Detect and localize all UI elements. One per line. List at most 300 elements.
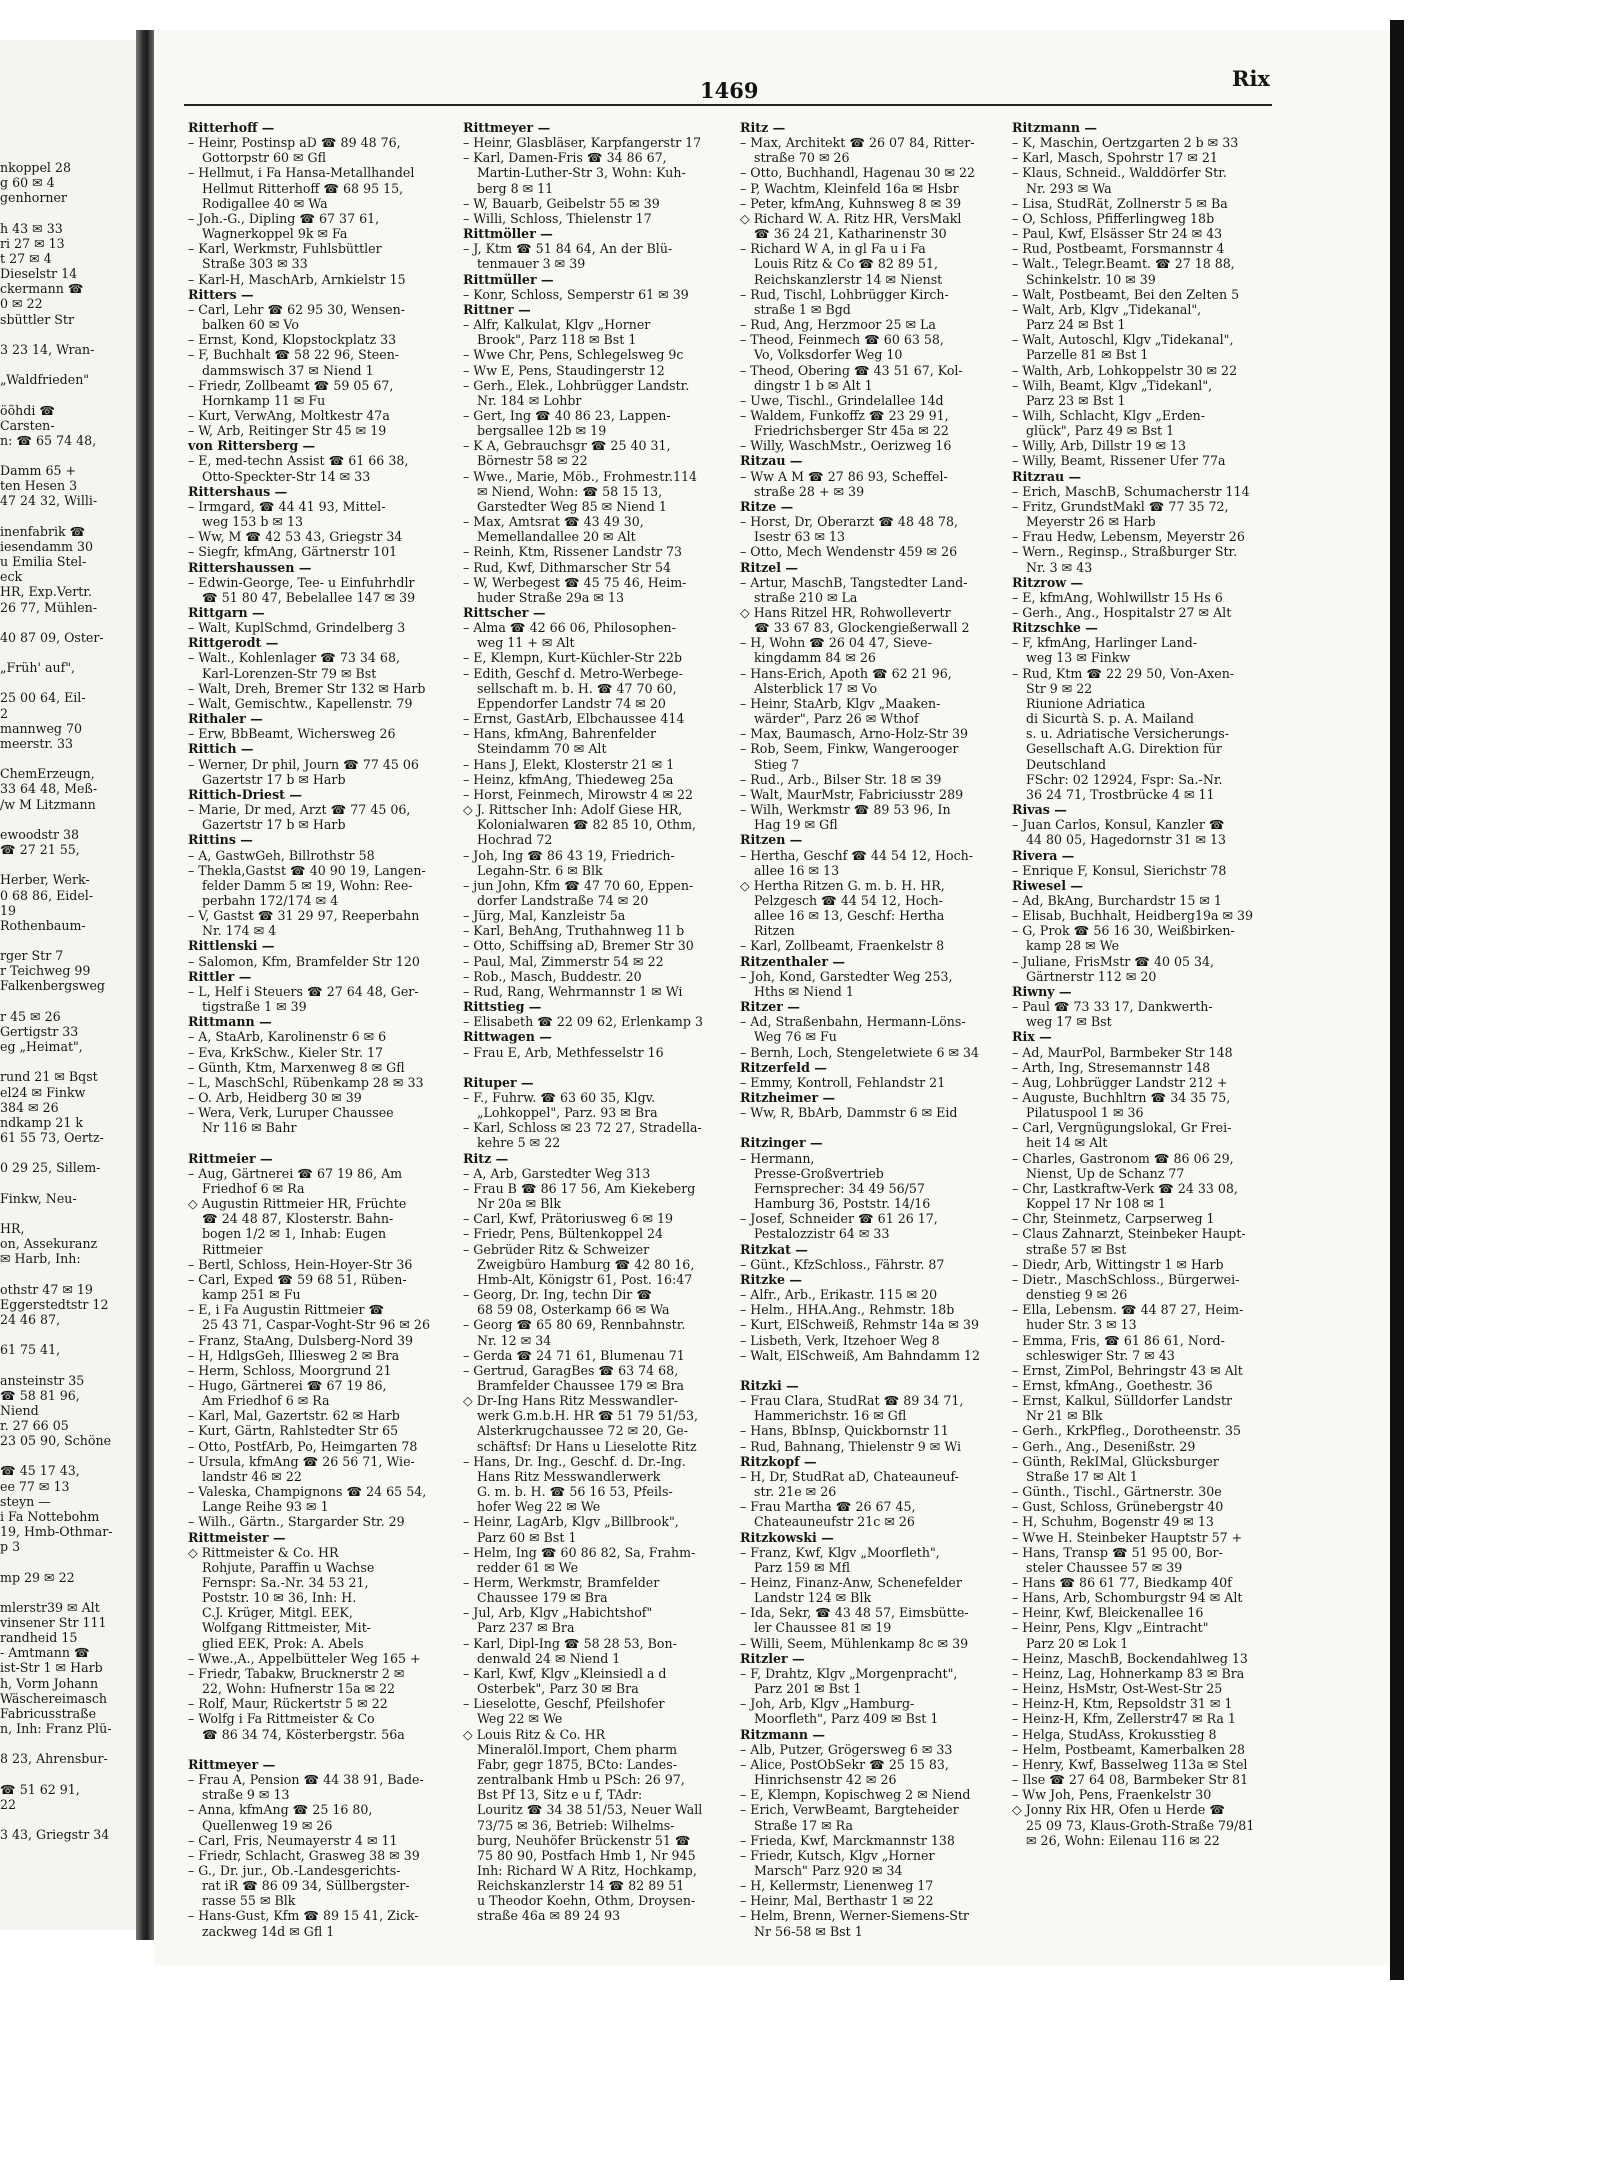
directory-entry-line: – Willy, Beamt, Rissener Ufer 77a — [1012, 453, 1226, 469]
directory-entry-line: – Max, Architekt ☎ 26 07 84, Ritter- — [740, 135, 975, 151]
directory-entry-line: – Max, Amtsrat ☎ 43 49 30, — [463, 514, 644, 530]
directory-entry-line: – Karl, Zollbeamt, Fraenkelstr 8 — [740, 938, 945, 954]
directory-entry-line: Alsterkrugchaussee 72 ✉ 20, Ge- — [477, 1423, 688, 1439]
directory-entry-line: – Georg ☎ 65 80 69, Rennbahnstr. — [463, 1317, 686, 1333]
directory-entry-line: – Walt, ElSchweiß, Am Bahndamm 12 — [740, 1347, 980, 1363]
directory-entry-line — [463, 1060, 728, 1075]
directory-entry-line: Reichskanzlerstr 14 ✉ Nienst — [754, 271, 943, 287]
directory-entry-line: Deutschland — [1026, 756, 1107, 772]
previous-page-line — [0, 994, 138, 1009]
previous-page-line — [0, 1054, 138, 1069]
directory-entry-line: Pelzgesch ☎ 44 54 12, Hoch- — [754, 892, 943, 908]
directory-entry-line: – Friedr, Kutsch, Klgv „Horner — [740, 1847, 935, 1863]
directory-entry-line: Hochrad 72 — [477, 832, 553, 848]
previous-page-line: h, Vorm Johann — [0, 1675, 99, 1691]
directory-entry-line: Rittershaus — — [188, 483, 288, 499]
directory-entry-line: – Wwe.,A., Appelbütteler Weg 165 + — [188, 1650, 421, 1666]
directory-entry-line: tenmauer 3 ✉ 39 — [477, 256, 586, 272]
previous-page-line: ansteinstr 35 — [0, 1372, 85, 1388]
directory-entry-line: Rittner — — [463, 301, 531, 317]
previous-page-line: r Teichweg 99 — [0, 963, 91, 979]
directory-entry-line: – Heinr, Mal, Berthastr 1 ✉ 22 — [740, 1893, 934, 1909]
directory-entry-line: – Walt, Arb, Klgv „Tidekanal", — [1012, 301, 1202, 317]
directory-entry-line: Nr. 293 ✉ Wa — [1026, 180, 1112, 196]
previous-page-line: 61 75 41, — [0, 1342, 61, 1358]
directory-entry-line: Kolonialwaren ☎ 82 85 10, Othm, — [477, 817, 697, 833]
directory-entry-line: – Werner, Dr phil, Journ ☎ 77 45 06 — [188, 756, 419, 772]
directory-entry-line: Rittlenski — — [188, 938, 275, 954]
directory-entry-line: – Diedr, Arb, Wittingstr 1 ✉ Harb — [1012, 1256, 1224, 1272]
directory-entry-line: – Otto, Schiffsing aD, Bremer Str 30 — [463, 938, 694, 954]
directory-entry-line: Parz 237 ✉ Bra — [477, 1620, 575, 1636]
directory-entry-line: – Heinr, LagArb, Klgv „Billbrook", — [463, 1514, 679, 1530]
directory-entry-line: – Gebrüder Ritz & Schweizer — [463, 1241, 650, 1257]
directory-entry-line: 22, Wohn: Hufnerstr 15a ✉ 22 — [202, 1681, 396, 1697]
directory-entry-line: 73/75 ✉ 36, Betrieb: Wilhelms- — [477, 1817, 675, 1833]
directory-entry-line: – Edith, Geschf d. Metro-Werbege- — [463, 665, 683, 681]
directory-entry-line: Ritzel — — [740, 559, 798, 575]
directory-entry-line: – Waldem, Funkoffz ☎ 23 29 91, — [740, 407, 949, 423]
directory-entry-line: – W, Bauarb, Geibelstr 55 ✉ 39 — [463, 195, 660, 211]
directory-entry-line: Schinkelstr. 10 ✉ 39 — [1026, 271, 1156, 287]
directory-entry-line: Pilatuspool 1 ✉ 36 — [1026, 1105, 1144, 1121]
directory-entry-line: – Alfr, Kalkulat, Klgv „Horner — [463, 317, 651, 333]
directory-entry-line: – Heinz, Finanz-Anw, Schenefelder — [740, 1575, 962, 1590]
directory-entry-line: Garstedter Weg 85 ✉ Niend 1 — [477, 498, 667, 514]
directory-entry-line: – Eva, KrkSchw., Kieler Str. 17 — [188, 1044, 384, 1060]
directory-entry-line: – Auguste, Buchhltrn ☎ 34 35 75, — [1012, 1090, 1231, 1105]
directory-entry-line: Nr. 184 ✉ Lohbr — [477, 392, 582, 408]
directory-entry-line: Parz 23 ✉ Bst 1 — [1026, 392, 1126, 408]
directory-entry-line: – Heinr, Postinsp aD ☎ 89 48 76, — [188, 135, 401, 151]
directory-entry-line: Rivas — — [1012, 802, 1067, 818]
previous-page-line: on, Assekuranz — [0, 1236, 98, 1252]
directory-entry-line: – Dietr., MaschSchloss., Bürgerwei- — [1012, 1271, 1240, 1287]
book-spine-fold — [136, 30, 154, 1940]
directory-entry-line: Steindamm 70 ✉ Alt — [477, 741, 607, 757]
directory-entry-line: ◇ Louis Ritz & Co. HR — [463, 1726, 606, 1742]
directory-entry-line: – Kurt, ElSchweiß, Rehmstr 14a ✉ 39 — [740, 1317, 979, 1333]
previous-page-line: ewoodstr 38 — [0, 826, 80, 842]
previous-page-line: 25 00 64, Eil- — [0, 690, 86, 706]
directory-entry-line: Hag 19 ✉ Gfl — [754, 817, 838, 833]
directory-entry-line: – Wwe., Marie, Möb., Frohmestr.114 — [463, 468, 697, 484]
directory-entry-line: – H, Dr, StudRat aD, Chateauneuf- — [740, 1468, 959, 1484]
directory-entry-line: – Helm., HHA.Ang., Rehmstr. 18b — [740, 1302, 955, 1318]
directory-entry-line: Gottorpstr 60 ✉ Gfl — [202, 150, 327, 166]
directory-entry-line: Friedrichsberger Str 45a ✉ 22 — [754, 423, 949, 439]
directory-entry-line: ☎ 24 48 87, Klosterstr. Bahn- — [202, 1211, 394, 1227]
directory-entry-line: – Lieselotte, Geschf, Pfeilshofer — [463, 1696, 665, 1712]
directory-entry-line: – Henry, Kwf, Basselweg 113a ✉ Stel — [1012, 1756, 1248, 1772]
directory-entry-line: – Hans J, Elekt, Klosterstr 21 ✉ 1 — [463, 756, 675, 772]
previous-page-text — [0, 160, 138, 1842]
directory-entry-line: – Willi, Schloss, Thielenstr 17 — [463, 210, 652, 226]
directory-column-1 — [188, 120, 453, 1939]
previous-page-line: n: ☎ 65 74 48, — [0, 432, 97, 448]
previous-page-line: Rothenbaum- — [0, 917, 86, 933]
directory-entry-line: ◇ Dr-Ing Hans Ritz Messwandler- — [463, 1393, 678, 1409]
directory-entry-line: zackweg 14d ✉ Gfl 1 — [202, 1923, 335, 1939]
directory-entry-line: Nr. 174 ✉ 4 — [202, 923, 277, 939]
directory-entry-line: – Horst, Feinmech, Mirowstr 4 ✉ 22 — [463, 786, 694, 802]
directory-entry-line: Hmb-Alt, Königstr 61, Post. 16:47 — [477, 1271, 693, 1287]
previous-page-line: HR, — [0, 1220, 25, 1236]
previous-page-line: 8 23, Ahrensbur- — [0, 1751, 108, 1767]
directory-entry-line: Pestalozzistr 64 ✉ 33 — [754, 1226, 890, 1242]
directory-entry-line: – Helm, Postbeamt, Kamerbalken 28 — [1012, 1741, 1245, 1757]
directory-entry-line: wärder", Parz 26 ✉ Wthof — [754, 711, 919, 727]
directory-entry-line: – Salomon, Kfm, Bramfelder Str 120 — [188, 953, 420, 969]
directory-entry-line: – Karl, Kwf, Klgv „Kleinsiedl a d — [463, 1665, 667, 1681]
directory-entry-line: – Aug, Lohbrügger Landstr 212 + — [1012, 1074, 1228, 1090]
directory-entry-line: Ritzkowski — — [740, 1529, 834, 1545]
directory-entry-line: Weg 22 ✉ We — [477, 1711, 563, 1727]
directory-entry-line: – Erw, BbBeamt, Wichersweg 26 — [188, 726, 396, 742]
directory-entry-line: – Anna, kfmAng ☎ 25 16 80, — [188, 1802, 373, 1818]
directory-entry-line: – Hans, Arb, Schomburgstr 94 ✉ Alt — [1012, 1590, 1243, 1606]
directory-entry-line: – Gerh., KrkPfleg., Dorotheenstr. 35 — [1012, 1423, 1242, 1439]
previous-page-line: eck — [0, 569, 23, 585]
directory-entry-line: – F, Buchhalt ☎ 58 22 96, Steen- — [188, 347, 400, 363]
directory-entry-line: 44 80 05, Hagedornstr 31 ✉ 13 — [1026, 832, 1227, 848]
directory-entry-line: – V, Gastst ☎ 31 29 97, Reeperbahn — [188, 908, 420, 924]
directory-entry-line: ☎ 36 24 21, Katharinenstr 30 — [754, 226, 947, 242]
directory-entry-line: – Rob., Masch, Buddestr. 20 — [463, 968, 642, 984]
previous-page-line: eg „Heimat", — [0, 1039, 83, 1055]
directory-entry-line: Am Friedhof 6 ✉ Ra — [202, 1393, 330, 1409]
directory-entry-line: – Friedr, Pens, Bültenkoppel 24 — [463, 1226, 664, 1242]
directory-entry-line: Louis Ritz & Co ☎ 82 89 51, — [754, 256, 938, 272]
directory-entry-line: Vo, Volksdorfer Weg 10 — [754, 347, 903, 363]
directory-entry-line: – Peter, kfmAng, Kuhnsweg 8 ✉ 39 — [740, 195, 962, 211]
previous-page-line: Damm 65 + — [0, 463, 77, 479]
previous-page-line: mannweg 70 — [0, 720, 82, 736]
directory-entry-line: straße 28 + ✉ 39 — [754, 483, 865, 499]
previous-page-line: /w M Litzmann — [0, 796, 96, 812]
directory-entry-line: – K A, Gebrauchsgr ☎ 25 40 31, — [463, 438, 671, 454]
directory-entry-line: Rodigallee 40 ✉ Wa — [202, 195, 328, 211]
previous-page-line: inenfabrik ☎ — [0, 523, 86, 539]
directory-entry-line: Karl-Lorenzen-Str 79 ✉ Bst — [202, 665, 377, 681]
directory-entry-line: Ritzrow — — [1012, 574, 1084, 590]
directory-entry-line: – Josef, Schneider ☎ 61 26 17, — [740, 1211, 938, 1227]
directory-entry-line: – Hans, Dr. Ing., Geschf. d. Dr.-Ing. — [463, 1453, 686, 1469]
directory-entry-line: – Paul, Mal, Zimmerstr 54 ✉ 22 — [463, 953, 664, 969]
previous-page-line — [0, 1554, 138, 1569]
previous-page-line: HR, Exp.Vertr. — [0, 584, 92, 600]
previous-page-line — [0, 357, 138, 372]
directory-entry-line: Stieg 7 — [754, 756, 800, 772]
directory-entry-line: Ritzenthaler — — [740, 953, 845, 969]
directory-entry-line: Fabr, gegr 1875, BCto: Landes- — [477, 1756, 677, 1772]
directory-entry-line: Memellandallee 20 ✉ Alt — [477, 529, 636, 545]
directory-entry-line: Brook", Parz 118 ✉ Bst 1 — [477, 332, 637, 348]
directory-entry-line: Straße 17 ✉ Ra — [754, 1817, 853, 1833]
directory-entry-line: – F, kfmAng, Harlinger Land- — [1012, 635, 1198, 651]
directory-entry-line: – Paul ☎ 73 33 17, Dankwerth- — [1012, 999, 1213, 1015]
previous-page-line: Dieselstr 14 — [0, 266, 78, 282]
directory-entry-line: – O, Schloss, Pfifferlingweg 18b — [1012, 210, 1215, 226]
previous-page-strip — [0, 40, 138, 1930]
directory-entry-line: – Walt, Gemischtw., Kapellenstr. 79 — [188, 695, 413, 711]
directory-entry-line: – Frau A, Pension ☎ 44 38 91, Bade- — [188, 1772, 424, 1788]
previous-page-line: Wäschereimasch — [0, 1690, 108, 1706]
directory-entry-line: Rittmüller — — [463, 271, 554, 287]
directory-entry-line: – Siegfr, kfmAng, Gärtnerstr 101 — [188, 544, 398, 560]
directory-entry-line: Ritzschke — — [1012, 620, 1098, 636]
previous-page-line — [0, 1767, 138, 1782]
directory-entry-line: straße 210 ✉ La — [754, 589, 858, 605]
directory-entry-line: Rittwagen — — [463, 1029, 552, 1045]
previous-page-line: Gertigstr 33 — [0, 1023, 79, 1039]
directory-entry-line: Friedhof 6 ✉ Ra — [202, 1180, 305, 1196]
directory-entry-line: – Frau Martha ☎ 26 67 45, — [740, 1499, 916, 1515]
directory-entry-line: Rittmeier — — [188, 1150, 273, 1166]
directory-entry-line: 68 59 08, Osterkamp 66 ✉ Wa — [477, 1302, 670, 1318]
directory-entry-line: hofer Weg 22 ✉ We — [477, 1499, 601, 1515]
directory-entry-line: Nr. 3 ✉ 43 — [1026, 559, 1093, 575]
directory-entry-line: Parz 159 ✉ Mfl — [754, 1559, 850, 1575]
previous-page-line: t 27 ✉ 4 — [0, 250, 52, 266]
previous-page-line: Eggerstedtstr 12 — [0, 1296, 109, 1312]
directory-entry-line: – Walt, KuplSchmd, Grindelberg 3 — [188, 620, 406, 636]
previous-page-line: 19 — [0, 902, 17, 918]
directory-entry-line: – Gerh., Ang., Desenißstr. 29 — [1012, 1438, 1196, 1454]
directory-entry-line: – Chr, Lastkraftw-Verk ☎ 24 33 08, — [1012, 1180, 1238, 1196]
directory-entry-line: schäftsf: Dr Hans u Lieselotte Ritz — [477, 1438, 697, 1454]
directory-entry-line: Rithaler — — [188, 711, 263, 727]
directory-entry-line: Riwesel — — [1012, 877, 1083, 893]
directory-entry-line: Otto-Speckter-Str 14 ✉ 33 — [202, 468, 371, 484]
directory-entry-line: – Walt, MaurMstr, Fabriciusstr 289 — [740, 786, 964, 802]
directory-entry-line: – Gerh., Ang., Hospitalstr 27 ✉ Alt — [1012, 605, 1232, 620]
directory-entry-line: – Helm, Brenn, Werner-Siemens-Str — [740, 1908, 969, 1924]
directory-entry-line: straße 46a ✉ 89 24 93 — [477, 1908, 621, 1924]
directory-entry-line: – Aug, Gärtnerei ☎ 67 19 86, Am — [188, 1165, 403, 1181]
directory-entry-line: – Karl-H, MaschArb, Arnkielstr 15 — [188, 271, 406, 287]
previous-page-line — [0, 509, 138, 524]
directory-entry-line: – Walt., Telegr.Beamt. ☎ 27 18 88, — [1012, 256, 1235, 272]
previous-page-line: 0 29 25, Sillem- — [0, 1160, 101, 1176]
directory-entry-line: – Rud, Ang, Herzmoor 25 ✉ La — [740, 317, 936, 333]
previous-page-line — [0, 1812, 138, 1827]
directory-entry-line: bogen 1/2 ✉ 1, Inhab: Eugen — [202, 1226, 387, 1242]
previous-page-line: sbüttler Str — [0, 311, 74, 327]
directory-entry-line — [188, 1742, 453, 1757]
previous-page-line: Falkenbergsweg — [0, 978, 105, 994]
directory-entry-line: – Joh, Ing ☎ 86 43 19, Friedrich- — [463, 847, 675, 863]
directory-entry-line: – Wwe Chr, Pens, Schlegelsweg 9c — [463, 347, 684, 363]
directory-entry-line: allee 16 ✉ 13, Geschf: Hertha — [754, 908, 945, 924]
directory-entry-line: Bst Pf 13, Sitz e u f, TAdr: — [477, 1787, 643, 1803]
directory-entry-line: – Karl, Dipl-Ing ☎ 58 28 53, Bon- — [463, 1635, 677, 1651]
directory-entry-line: Nienst, Up de Schanz 77 — [1026, 1165, 1185, 1181]
directory-entry-line: 25 43 71, Caspar-Voght-Str 96 ✉ 26 — [202, 1317, 430, 1333]
directory-entry-line: u Theodor Koehn, Othm, Droysen- — [477, 1893, 696, 1909]
directory-entry-line: 75 80 90, Postfach Hmb 1, Nr 945 — [477, 1847, 696, 1863]
directory-entry-line: – Heinz, Lag, Hohnerkamp 83 ✉ Bra — [1012, 1665, 1245, 1681]
directory-entry-line: – Thekla,Gastst ☎ 40 90 19, Langen- — [188, 862, 426, 878]
directory-entry-line: – Wolfg i Fa Rittmeister & Co — [188, 1711, 375, 1727]
directory-entry-line: Ritz — — [463, 1150, 509, 1166]
directory-entry-line: – Franz, Kwf, Klgv „Moorfleth", — [740, 1544, 940, 1560]
directory-entry-line: – Herm, Werkmstr, Bramfelder — [463, 1575, 660, 1590]
directory-entry-line: Zweigbüro Hamburg ☎ 42 80 16, — [477, 1256, 695, 1272]
directory-entry-line: – Richard W A, in gl Fa u i Fa — [740, 241, 926, 257]
directory-entry-line: kamp 251 ✉ Fu — [202, 1287, 301, 1303]
directory-entry-line: – Heinz, HsMstr, Ost-West-Str 25 — [1012, 1681, 1223, 1697]
directory-entry-line: – Franz, StaAng, Dulsberg-Nord 39 — [188, 1332, 414, 1348]
directory-entry-line: Riwny — — [1012, 983, 1072, 999]
directory-entry-line: – Kurt, Gärtn, Rahlstedter Str 65 — [188, 1423, 399, 1439]
directory-entry-line: – W, Arb, Reitinger Str 45 ✉ 19 — [188, 423, 387, 439]
directory-entry-line: Chateauneufstr 21c ✉ 26 — [754, 1514, 915, 1530]
directory-entry-line: Gesellschaft A.G. Direktion für — [1026, 741, 1222, 757]
previous-page-line: 2 — [0, 705, 9, 721]
directory-entry-line: – Wilh, Beamt, Klgv „Tidekanl", — [1012, 377, 1213, 393]
directory-entry-line: – Frau Hedw, Lebensm, Meyerstr 26 — [1012, 529, 1245, 545]
directory-entry-line: – P, Wachtm, Kleinfeld 16a ✉ Hsbr — [740, 180, 959, 196]
directory-entry-line: – Heinz-H, Ktm, Repsoldstr 31 ✉ 1 — [1012, 1696, 1233, 1712]
directory-entry-line: Ritterhoff — — [188, 120, 275, 135]
directory-entry-line: Meyerstr 26 ✉ Harb — [1026, 514, 1156, 530]
directory-entry-line: Moorfleth", Parz 409 ✉ Bst 1 — [754, 1711, 939, 1727]
previous-page-line: 61 55 73, Oertz- — [0, 1130, 104, 1145]
directory-entry-line: – Theod, Feinmech ☎ 60 63 58, — [740, 332, 944, 348]
directory-entry-line: – Heinr, StaArb, Klgv „Maaken- — [740, 695, 941, 711]
directory-entry-line: – Karl, Schloss ✉ 23 72 27, Stradella- — [463, 1120, 702, 1136]
previous-page-line: ☎ 45 17 43, — [0, 1463, 80, 1479]
directory-entry-line: – Ad, BkAng, Burchardstr 15 ✉ 1 — [1012, 892, 1222, 908]
directory-entry-line: – Joh, Arb, Klgv „Hamburg- — [740, 1696, 915, 1712]
previous-page-line: meerstr. 33 — [0, 735, 74, 751]
directory-entry-line: Ritzinger — — [740, 1135, 823, 1151]
directory-entry-line: redder 61 ✉ We — [477, 1559, 579, 1575]
directory-entry-line: – Ernst, kfmAng., Goethestr. 36 — [1012, 1377, 1213, 1393]
previous-page-line: ri 27 ✉ 13 — [0, 235, 65, 251]
directory-entry-line: Rohjute, Paraffin u Wachse — [202, 1559, 375, 1575]
directory-entry-line: – Bertl, Schloss, Hein-Hoyer-Str 36 — [188, 1256, 413, 1272]
directory-entry-line: – Heinr, Glasbläser, Karpfangerstr 17 — [463, 135, 702, 151]
directory-entry-line: – Elisabeth ☎ 22 09 62, Erlenkamp 3 — [463, 1014, 703, 1030]
page-edge-shadow — [1390, 20, 1404, 1980]
previous-page-line: genhorner — [0, 190, 67, 206]
directory-entry-line: – A, Arb, Garstedter Weg 313 — [463, 1165, 651, 1181]
directory-entry-line: weg 153 b ✉ 13 — [202, 514, 303, 530]
directory-entry-line: – Heinr, Kwf, Bleickenallee 16 — [1012, 1605, 1204, 1621]
directory-entry-line: – Walt, Postbeamt, Bei den Zelten 5 — [1012, 286, 1240, 302]
directory-entry-line: – Alice, PostObSekr ☎ 25 15 83, — [740, 1756, 949, 1772]
directory-entry-line: 36 24 71, Trostbrücke 4 ✉ 11 — [1026, 786, 1215, 802]
directory-entry-line: – Alb, Putzer, Grögersweg 6 ✉ 33 — [740, 1741, 953, 1757]
previous-page-line: 3 23 14, Wran- — [0, 341, 95, 357]
directory-entry-line: – Hans-Erich, Apoth ☎ 62 21 96, — [740, 665, 952, 681]
directory-entry-line: Ritzki — — [740, 1377, 799, 1393]
directory-entry-line: rasse 55 ✉ Blk — [202, 1893, 296, 1909]
directory-entry-line: Legahn-Str. 6 ✉ Blk — [477, 862, 603, 878]
directory-entry-line: Rittmeier — [202, 1241, 263, 1257]
directory-entry-line: – Carl, Exped ☎ 59 68 51, Rüben- — [188, 1271, 407, 1287]
directory-entry-line: – Carl, Fris, Neumayerstr 4 ✉ 11 — [188, 1832, 398, 1848]
previous-page-line: ee 77 ✉ 13 — [0, 1478, 70, 1494]
directory-entry-line: G. m. b. H. ☎ 56 16 53, Pfeils- — [477, 1484, 673, 1500]
directory-entry-line: – Walt, Autoschl, Klgv „Tidekanal", — [1012, 332, 1234, 348]
directory-entry-line: Rivera — — [1012, 847, 1075, 863]
directory-entry-line: Quellenweg 19 ✉ 26 — [202, 1817, 333, 1833]
previous-page-line: nkoppel 28 — [0, 160, 71, 175]
directory-entry-line: – Rud, Bahnang, Thielenstr 9 ✉ Wi — [740, 1438, 962, 1454]
directory-entry-line: Ritzkat — — [740, 1241, 808, 1257]
directory-entry-line: Eppendorfer Landstr 74 ✉ 20 — [477, 695, 666, 711]
directory-entry-line: – H, HdlgsGeh, Illiesweg 2 ✉ Bra — [188, 1347, 400, 1363]
directory-entry-line: Rittmeister — — [188, 1529, 286, 1545]
directory-entry-line: Str 9 ✉ 22 — [1026, 680, 1093, 696]
directory-entry-line: Ritzerfeld — — [740, 1059, 827, 1075]
directory-entry-line: – Herm, Schloss, Moorgrund 21 — [188, 1362, 392, 1378]
directory-entry-line: – Frau E, Arb, Methfesselstr 16 — [463, 1044, 664, 1060]
directory-entry-line: – Ernst, GastArb, Elbchaussee 414 — [463, 711, 685, 727]
directory-entry-line: Weg 76 ✉ Fu — [754, 1029, 837, 1045]
directory-entry-line: Rittmeyer — — [188, 1756, 276, 1772]
directory-entry-line: – Paul, Kwf, Elsässer Str 24 ✉ 43 — [1012, 226, 1223, 242]
previous-page-line: i Fa Nottebohm — [0, 1508, 100, 1524]
previous-page-line — [0, 1266, 138, 1281]
directory-entry-line: – Wilh., Gärtn., Stargarder Str. 29 — [188, 1514, 405, 1530]
directory-entry-line: – Wilh, Werkmstr ☎ 89 53 96, In — [740, 802, 951, 818]
previous-page-line — [0, 812, 138, 827]
directory-entry-line: Rittmöller — — [463, 226, 553, 242]
previous-page-line — [0, 1206, 138, 1221]
previous-page-line — [0, 1448, 138, 1463]
directory-entry-line: Nr 20a ✉ Blk — [477, 1196, 562, 1212]
previous-page-line: Carsten- — [0, 417, 55, 433]
directory-entry-line: – Ad, MaurPol, Barmbeker Str 148 — [1012, 1044, 1233, 1060]
directory-entry-line: – Rolf, Maur, Rückertstr 5 ✉ 22 — [188, 1696, 388, 1712]
header-rule — [184, 104, 1272, 106]
previous-page-line — [0, 1145, 138, 1160]
directory-entry-line: – Carl, Lehr ☎ 62 95 30, Wensen- — [188, 301, 405, 317]
directory-entry-line: – Ernst, Kond, Klopstockplatz 33 — [188, 332, 397, 348]
directory-entry-line: – Hans-Gust, Kfm ☎ 89 15 41, Zick- — [188, 1908, 419, 1924]
previous-page-line: r 45 ✉ 26 — [0, 1008, 61, 1024]
directory-entry-line: „Lohkoppel", Parz. 93 ✉ Bra — [477, 1105, 658, 1121]
directory-entry-line: Riunione Adriatica — [1026, 695, 1146, 711]
directory-entry-line: perbahn 172/174 ✉ 4 — [202, 892, 339, 908]
directory-entry-line: – Karl, Damen-Fris ☎ 34 86 67, — [463, 150, 667, 166]
previous-page-line: 22 — [0, 1796, 17, 1812]
directory-entry-line: straße 9 ✉ 13 — [202, 1787, 290, 1803]
directory-entry-line: – Hellmut, i Fa Hansa-Metallhandel — [188, 165, 415, 181]
directory-entry-line: Rittstieg — — [463, 999, 542, 1015]
directory-entry-line: Rittgerodt — — [188, 635, 279, 651]
directory-entry-line: – Wern., Reginsp., Straßburger Str. — [1012, 544, 1238, 560]
directory-entry-line: Ritz — — [740, 120, 786, 135]
directory-entry-line: Inh: Richard W A Ritz, Hochkamp, — [477, 1862, 697, 1878]
directory-entry-line: straße 70 ✉ 26 — [754, 150, 850, 166]
directory-entry-line: balken 60 ✉ Vo — [202, 317, 299, 333]
directory-entry-line: – Karl, Werkmstr, Fuhlsbüttler — [188, 241, 382, 257]
directory-entry-line: – Rud, Ktm ☎ 22 29 50, Von-Axen- — [1012, 665, 1235, 681]
directory-entry-line: – Joh, Kond, Garstedter Weg 253, — [740, 968, 953, 984]
previous-page-line: 3 43, Griegstr 34 — [0, 1827, 110, 1843]
directory-entry-line: Nr 21 ✉ Blk — [1026, 1408, 1103, 1424]
previous-page-line: mlerstr39 ✉ Alt — [0, 1599, 100, 1615]
directory-entry-line: – Walt., Kohlenlager ☎ 73 34 68, — [188, 650, 400, 666]
directory-entry-line: Gazertstr 17 b ✉ Harb — [202, 771, 346, 787]
directory-entry-line: Alsterblick 17 ✉ Vo — [754, 680, 878, 696]
directory-entry-line: werk G.m.b.H. HR ☎ 51 79 51/53, — [477, 1408, 699, 1424]
